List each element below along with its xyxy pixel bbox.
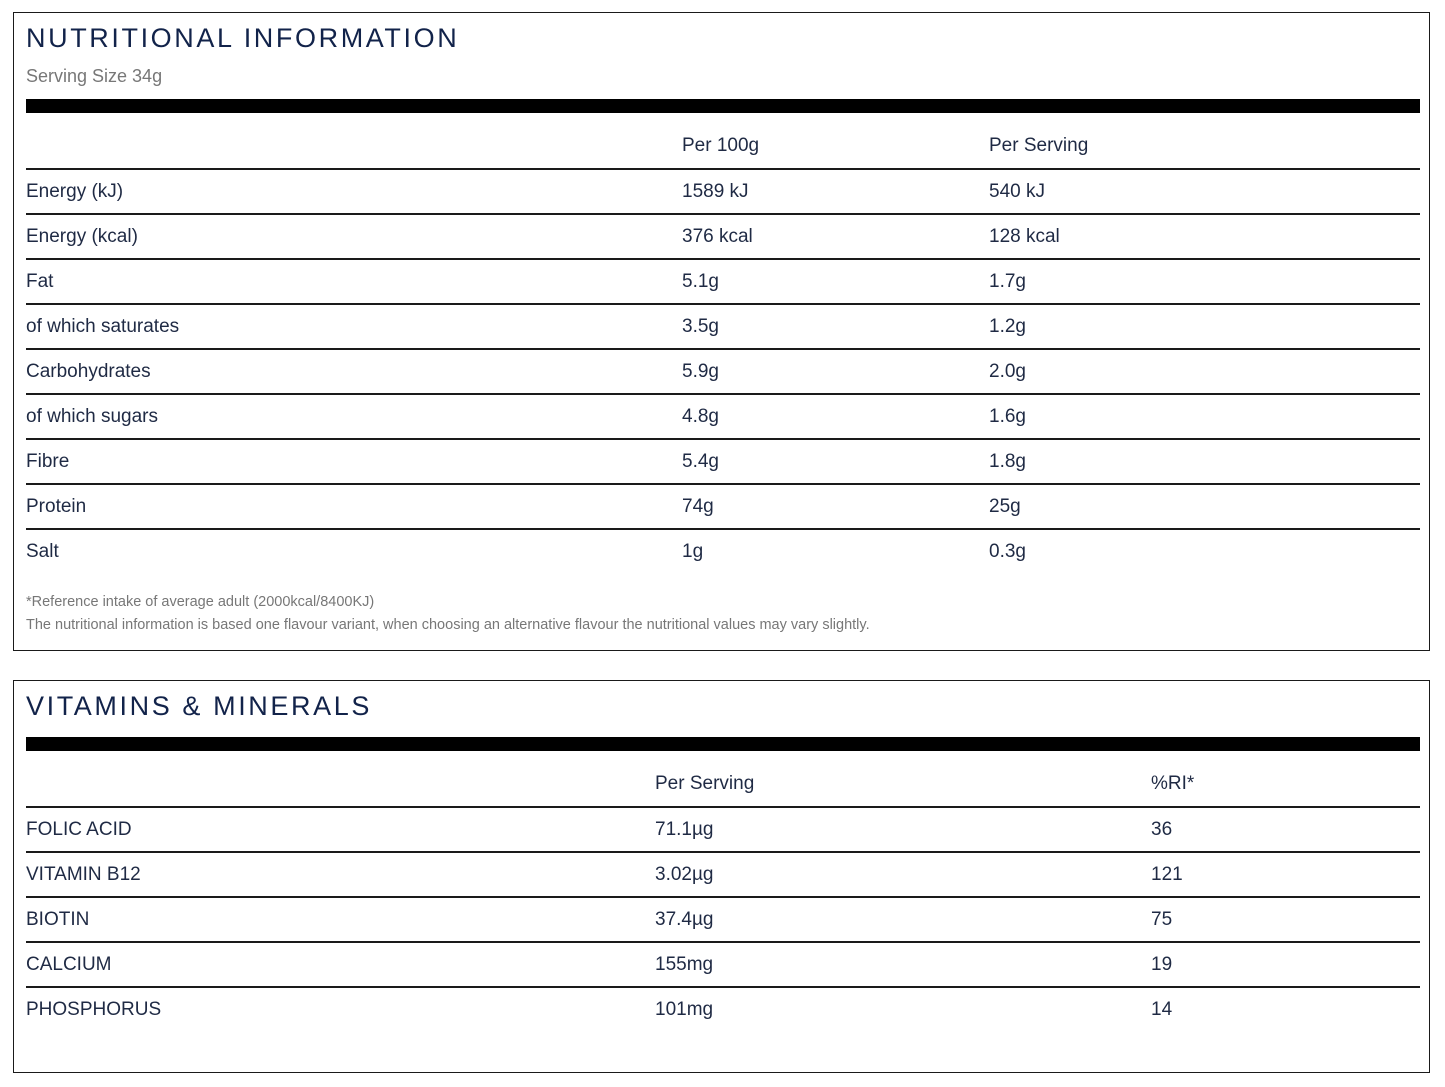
column-header-nutrient	[26, 121, 682, 169]
table-row	[26, 439, 1420, 484]
nutritional-information-panel	[13, 12, 1430, 651]
per-100g-value: 1g	[682, 540, 704, 562]
per-100g-value: 4.8g	[682, 394, 989, 439]
nutrient-name: Fat	[26, 259, 682, 304]
ri-value: 14	[1151, 998, 1173, 1020]
ri-value: 19	[1151, 942, 1420, 987]
per-serving-value: 37.4µg	[655, 897, 1151, 942]
nutrient-name: Energy (kJ)	[26, 169, 682, 214]
per-serving-value: 1.8g	[989, 439, 1420, 484]
per-100g-value: 5.9g	[682, 349, 989, 394]
ri-value: 121	[1151, 852, 1420, 897]
per-serving-value: 25g	[989, 484, 1420, 529]
per-serving-value: 2.0g	[989, 349, 1420, 394]
nutrient-name: Carbohydrates	[26, 349, 682, 394]
column-header-ri: %RI*	[1151, 759, 1420, 807]
column-header-per-100g: Per 100g	[682, 121, 989, 169]
ri-value: 75	[1151, 897, 1420, 942]
column-header-per-serving: Per Serving	[989, 121, 1420, 169]
vitamin-name: VITAMIN B12	[26, 852, 655, 897]
table-row	[26, 259, 1420, 304]
per-serving-value: 71.1µg	[655, 807, 1151, 852]
heavy-divider	[26, 737, 1420, 751]
vitamins-table	[26, 759, 1420, 1031]
per-100g-value: 5.4g	[682, 439, 989, 484]
per-serving-value: 101mg	[655, 998, 714, 1020]
per-serving-value: 128 kcal	[989, 214, 1420, 259]
per-100g-value: 376 kcal	[682, 214, 989, 259]
nutrition-title: NUTRITIONAL INFORMATION	[26, 23, 460, 53]
per-serving-value: 1.2g	[989, 304, 1420, 349]
column-header-per-serving: Per Serving	[655, 759, 1151, 807]
nutrient-name: Salt	[26, 540, 59, 562]
footnotes	[26, 591, 870, 637]
per-serving-value: 0.3g	[989, 540, 1026, 562]
table-row	[26, 304, 1420, 349]
vitamins-title: VITAMINS & MINERALS	[26, 691, 372, 721]
per-serving-value: 1.7g	[989, 259, 1420, 304]
table-row	[26, 942, 1420, 987]
column-header-vitamin	[26, 759, 655, 807]
table-row	[26, 852, 1420, 897]
nutrient-name: Energy (kcal)	[26, 214, 682, 259]
nutrient-name: Protein	[26, 484, 682, 529]
ri-value: 36	[1151, 807, 1420, 852]
per-100g-value: 74g	[682, 484, 989, 529]
vitamin-name: BIOTIN	[26, 897, 655, 942]
reference-intake-note: *Reference intake of average adult (2000kcal/8400KJ)	[26, 594, 375, 610]
table-row	[26, 214, 1420, 259]
per-serving-value: 1.6g	[989, 394, 1420, 439]
nutrition-table	[26, 121, 1420, 573]
per-serving-value: 3.02µg	[655, 852, 1151, 897]
table-header-row	[26, 121, 1420, 169]
table-row	[26, 169, 1420, 214]
heavy-divider	[26, 99, 1420, 113]
per-serving-value: 155mg	[655, 942, 1151, 987]
table-row	[26, 897, 1420, 942]
serving-size: Serving Size 34g	[26, 66, 163, 86]
table-header-row	[26, 759, 1420, 807]
nutrient-name: of which sugars	[26, 394, 682, 439]
flavour-variant-note: The nutritional information is based one flavour variant, when choosing an alternative flavour the nutritional values may vary slightly.	[26, 617, 870, 633]
nutrient-name: of which saturates	[26, 304, 682, 349]
table-row	[26, 484, 1420, 529]
nutrient-name: Fibre	[26, 439, 682, 484]
table-row	[26, 807, 1420, 852]
table-row	[26, 529, 1420, 573]
table-row	[26, 987, 1420, 1031]
table-row	[26, 394, 1420, 439]
table-row	[26, 349, 1420, 394]
per-100g-value: 5.1g	[682, 259, 989, 304]
vitamins-minerals-panel	[13, 680, 1430, 1073]
vitamin-name: PHOSPHORUS	[26, 998, 162, 1020]
per-100g-value: 3.5g	[682, 304, 989, 349]
per-serving-value: 540 kJ	[989, 169, 1420, 214]
vitamin-name: FOLIC ACID	[26, 807, 655, 852]
per-100g-value: 1589 kJ	[682, 169, 989, 214]
vitamin-name: CALCIUM	[26, 942, 655, 987]
